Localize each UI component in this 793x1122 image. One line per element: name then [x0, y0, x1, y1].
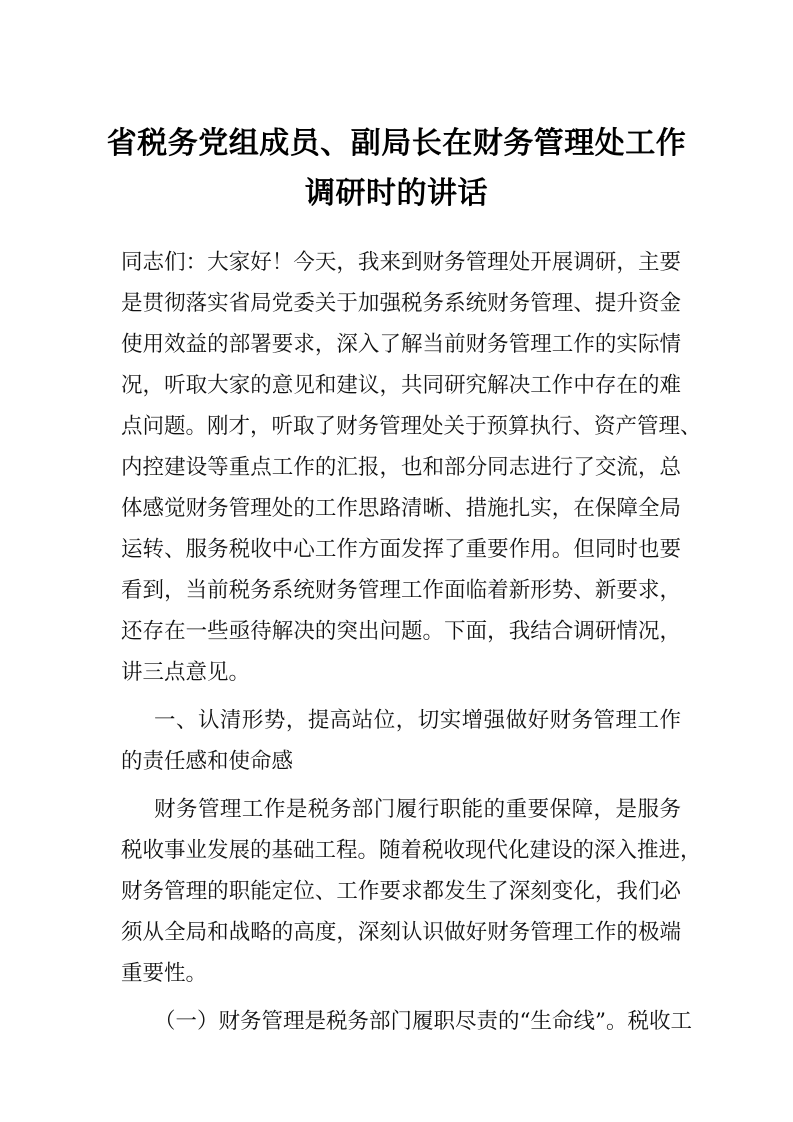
subsection-line-1: （一）财务管理是税务部门履职尽责的“生命线”。税收工: [154, 1009, 692, 1034]
body-line-11: 讲三点意见。: [121, 660, 251, 685]
body-line-14: 财务管理的职能定位、工作要求都发生了深刻变化，我们必: [121, 879, 681, 904]
body-line-2: 是贯彻落实省局党委关于加强税务系统财务管理、提升资金: [121, 291, 681, 316]
body-line-6: 内控建设等重点工作的汇报，也和部分同志进行了交流，总: [121, 455, 681, 480]
body-line-5: 点问题。刚才，听取了财务管理处关于预算执行、资产管理、: [121, 414, 702, 439]
section-heading-line-1: 一、认清形势，提高站位，切实增强做好财务管理工作: [154, 708, 681, 733]
body-line-15: 须从全局和战略的高度，深刻认识做好财务管理工作的极端: [121, 920, 681, 945]
body-line-10: 还存在一些亟待解决的突出问题。下面，我结合调研情况，: [121, 619, 681, 644]
body-line-12: 财务管理工作是税务部门履行职能的重要保障，是服务: [154, 797, 681, 822]
body-line-9: 看到，当前税务系统财务管理工作面临着新形势、新要求，: [121, 578, 681, 603]
body-line-1: 同志们：大家好！今天，我来到财务管理处开展调研，主要: [121, 250, 681, 275]
document-title-line-2: 调研时的讲话: [305, 176, 488, 211]
body-line-3: 使用效益的部署要求，深入了解当前财务管理工作的实际情: [121, 332, 681, 357]
body-line-16: 重要性。: [121, 961, 208, 986]
document-title-line-1: 省税务党组成员、副局长在财务管理处工作: [106, 126, 687, 161]
body-line-13: 税收事业发展的基础工程。随着税收现代化建设的深入推进，: [121, 838, 702, 863]
body-line-8: 运转、服务税收中心工作方面发挥了重要作用。但同时也要: [121, 537, 681, 562]
body-line-4: 况，听取大家的意见和建议，共同研究解决工作中存在的难: [121, 373, 681, 398]
body-line-7: 体感觉财务管理处的工作思路清晰、措施扎实，在保障全局: [121, 496, 681, 521]
section-heading-line-2: 的责任感和使命感: [121, 749, 294, 774]
